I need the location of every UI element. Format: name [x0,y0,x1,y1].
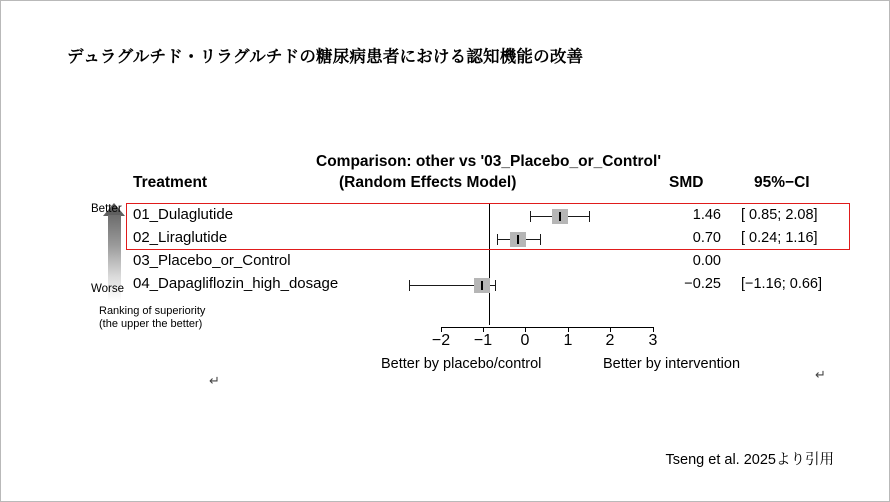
comparison-title-line1: Comparison: other vs '03_Placebo_or_Control' [316,153,662,170]
ranking-label-worse: Worse [91,283,125,295]
comparison-title-line2: (Random Effects Model) [339,174,517,191]
axis-caption-right: Better by intervention [603,356,741,372]
x-axis-label: −2 [431,332,451,349]
ranking-label-better: Better [91,203,122,215]
ranking-legend [91,199,211,334]
row-label-treatment: 01_Dulaglutide [133,206,234,223]
x-axis-label: 1 [563,332,573,349]
paragraph-mark-icon: ↵ [209,373,220,388]
axis-caption-left: Better by placebo/control [381,356,542,372]
column-header-ci: 95%−CI [754,174,810,191]
row-label-treatment: 04_Dapagliflozin_high_dosage [133,275,339,292]
row-value-smd: 0.70 [692,230,721,246]
x-axis-label: 0 [520,332,530,349]
x-axis-label: 3 [648,332,658,349]
row-value-ci: [−1.16; 0.66] [741,276,823,292]
row-plot [351,251,641,274]
row-value-ci: [ 0.24; 1.16] [741,230,818,246]
x-axis-label: −1 [473,332,493,349]
column-header-treatment: Treatment [133,174,208,191]
row-value-ci: [ 0.85; 2.08] [741,207,818,223]
forest-plot-figure [91,141,851,391]
x-axis-label: 2 [605,332,615,349]
paragraph-mark-icon: ↵ [815,367,826,382]
row-label-treatment: 03_Placebo_or_Control [133,252,291,269]
ci-cap-high [495,280,496,291]
row-label-treatment: 02_Liraglutide [133,229,228,246]
row-value-smd: 0.00 [692,253,721,269]
x-axis-line [441,327,654,328]
row-value-smd: −0.25 [684,276,721,292]
effect-center-tick [481,281,483,290]
ci-cap-low [409,280,410,291]
row-value-smd: 1.46 [692,207,721,223]
row-plot [351,274,641,297]
page-title: デュラグルチド・リラグルチドの糖尿病患者における認知機能の改善 [67,48,584,66]
highlight-box [126,203,850,250]
column-header-smd: SMD [669,174,704,191]
source-citation: Tseng et al. 2025より引用 [665,452,834,468]
ranking-caption-line1: Ranking of superiority [99,305,206,317]
ranking-caption-line2: (the upper the better) [99,318,203,330]
